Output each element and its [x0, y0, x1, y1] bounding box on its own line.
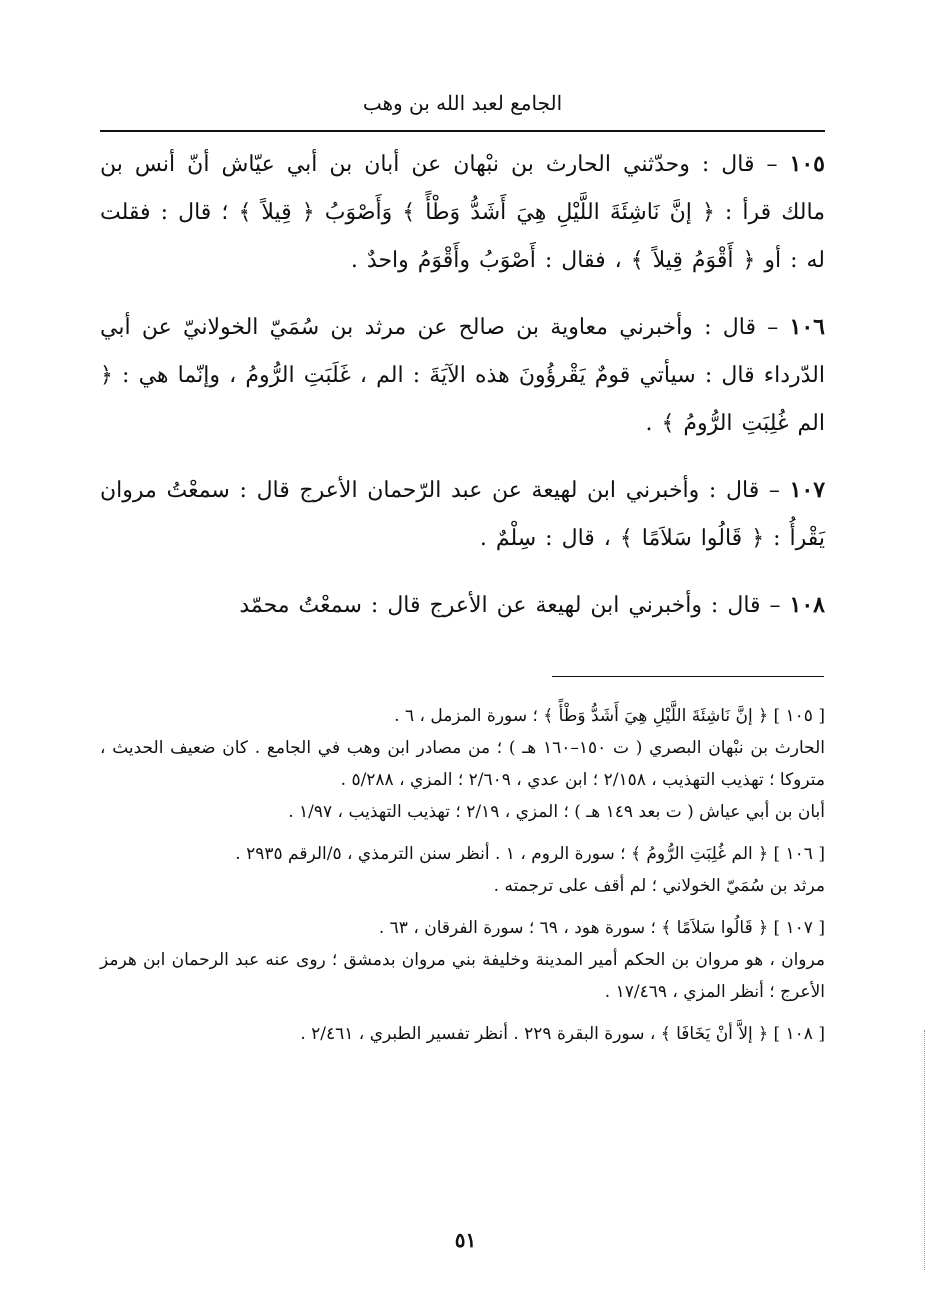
paragraph-105	[100, 140, 825, 285]
footnote-line: [ ١٠٦ ] ﴿ الم غُلِبَتِ الرُّومُ ﴾ ؛ سورة الروم ، ١ . أنظر سنن الترمذي ، ٥/الرقم ٢٩٣٥ .	[235, 844, 825, 864]
paragraph-107	[100, 466, 825, 563]
footnote-line: مرثد بن سُمَيّ الخولاني ؛ لم أقف على ترجمته .	[493, 876, 825, 896]
paragraph-dash: –	[760, 593, 781, 618]
footnote-107	[100, 912, 825, 1008]
paragraph-dash: –	[755, 315, 779, 340]
header-rule	[100, 130, 825, 132]
paragraph-108	[100, 581, 825, 630]
footnote-line: الحارث بن نبْهان البصري ( ت ١٥٠–١٦٠ هـ ) ؛ من مصادر ابن وهب في الجامع . كان ضعيف الحديث ، متروكا ؛ تهذيب التهذيب ، ٢/١٥٨ ؛ ابن عدي ، ٢/٦٠٩ ؛ المزي ، ٥/٢٨٨ .	[100, 738, 825, 790]
paragraph-number: ١٠٧	[789, 477, 826, 503]
paragraph-text: قال : وأخبرني ابن لهيعة عن عبد الرّحمان الأعرج قال : سمعْتُ مروان يَقْرأُ : ﴿ قَالُوا سَلاَمًا ﴾ ، قال : سِلْمٌ .	[100, 478, 825, 551]
footnote-rule	[552, 676, 824, 677]
page-edge-shadow	[924, 1030, 925, 1270]
paragraph-text: قال : وحدّثني الحارث بن نبْهان عن أبان بن أبي عيّاش أنّ أنس بن مالك قرأ : ﴿ إنَّ نَاشِئَةَ اللَّيْلِ هِيَ أَشَدُّ وَطْأً ﴾ وَأَصْوَبُ ﴿ قِيلاً ﴾ ؛ قال : فقلت له : أو ﴿ أَقْوَمُ قِيلاً ﴾ ، فقال : أَصْوَبُ وأَقْوَمُ واحدٌ .	[100, 152, 825, 273]
paragraph-number: ١٠٦	[789, 314, 825, 340]
paragraph-text: قال : وأخبرني معاوية بن صالح عن مرثد بن سُمَيّ الخولانيّ عن أبي الدّرداء قال : سيأتي قومٌ يَقْرؤُونَ هذه الآيَةَ : الم ، غَلَبَتِ الرُّومُ ، وإنّما هي : ﴿ الم غُلِبَتِ الرُّومُ ﴾ .	[100, 315, 825, 436]
paragraph-dash: –	[754, 152, 778, 177]
running-header: الجامع لعبد الله بن وهب	[362, 91, 563, 115]
paragraph-number: ١٠٥	[789, 151, 825, 177]
footnote-line: [ ١٠٧ ] ﴿ قَالُوا سَلاَمًا ﴾ ؛ سورة هود ، ٦٩ ؛ سورة الفرقان ، ٦٣ .	[378, 918, 825, 938]
footnote-line: أبان بن أبي عياش ( ت بعد ١٤٩ هـ ) ؛ المزي ، ٢/١٩ ؛ تهذيب التهذيب ، ١/٩٧ .	[288, 802, 825, 822]
main-text	[100, 140, 825, 648]
paragraph-text: قال : وأخبرني ابن لهيعة عن الأعرج قال : سمعْتُ محمّد	[239, 593, 761, 618]
footnote-line: مروان ، هو مروان بن الحكم أمير المدينة وخليفة بني مروان بدمشق ؛ روى عنه عبد الرحمان ابن هرمز الأعرج ؛ أنظر المزي ، ١٧/٤٦٩ .	[100, 950, 825, 1002]
footnote-105	[100, 700, 825, 828]
paragraph-dash: –	[759, 478, 780, 503]
footnote-106	[100, 838, 825, 902]
footnote-line: [ ١٠٥ ] ﴿ إنَّ نَاشِئَةَ اللَّيْلِ هِيَ أَشَدُّ وَطْأً ﴾ ؛ سورة المزمل ، ٦ .	[394, 706, 825, 726]
footnote-108	[100, 1018, 825, 1050]
paragraph-number: ١٠٨	[789, 592, 825, 618]
paragraph-106	[100, 303, 825, 448]
footnote-line: [ ١٠٨ ] ﴿ إلاَّ أنْ يَخَافَا ﴾ ، سورة البقرة ٢٢٩ . أنظر تفسير الطبري ، ٢/٤٦١ .	[300, 1024, 825, 1044]
page-number: ٥١	[454, 1228, 477, 1252]
footnotes	[100, 700, 825, 1060]
